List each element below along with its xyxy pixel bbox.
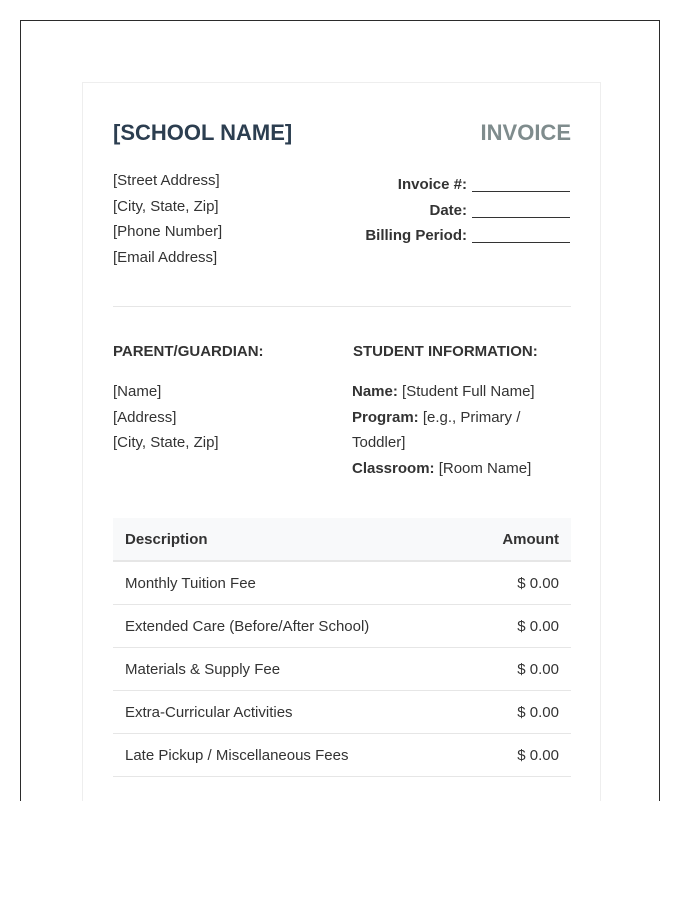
date-row: [365, 198, 570, 224]
row-amount: $ 0.00: [465, 734, 571, 777]
table-row: [113, 561, 571, 605]
invoice-number-row: [365, 172, 570, 198]
row-amount: $ 0.00: [465, 648, 571, 691]
row-amount: $ 0.00: [465, 561, 571, 605]
school-name: [SCHOOL NAME]: [113, 120, 293, 145]
parent-city-state-zip: [City, State, Zip]: [113, 434, 219, 451]
table-row: [113, 734, 571, 777]
student-name-value: [Student Full Name]: [402, 383, 535, 400]
invoice-card: [82, 82, 601, 801]
school-phone: [Phone Number]: [113, 223, 223, 240]
fee-table: [113, 518, 571, 777]
student-program-label: Program:: [352, 408, 419, 426]
student-name-row: [352, 379, 557, 405]
parent-heading: PARENT/GUARDIAN:: [113, 343, 264, 360]
invoice-number-field[interactable]: [472, 175, 570, 192]
billing-period-label: Billing Period:: [365, 227, 467, 244]
student-program-value: [e.g., Primary / Toddler]: [352, 408, 521, 451]
student-classroom-label: Classroom:: [352, 459, 435, 477]
row-description: Materials & Supply Fee: [113, 648, 465, 691]
table-row: [113, 691, 571, 734]
parent-address: [Address]: [113, 408, 177, 426]
amount-header: Amount: [465, 518, 571, 561]
student-classroom-row: [352, 456, 557, 482]
row-description: Extra-Curricular Activities: [113, 691, 465, 734]
school-street: [Street Address]: [113, 172, 220, 189]
date-label: Date:: [429, 201, 467, 219]
billing-period-field[interactable]: [472, 226, 570, 243]
page-frame: [20, 20, 660, 801]
invoice-header: [113, 119, 571, 147]
school-email: [Email Address]: [113, 248, 218, 266]
table-header-row: [113, 518, 571, 561]
row-description: Late Pickup / Miscellaneous Fees: [113, 734, 465, 777]
invoice-meta: [365, 172, 570, 249]
section-divider: [113, 306, 571, 307]
parent-name: [Name]: [113, 383, 162, 400]
parent-info: [113, 379, 313, 456]
row-amount: $ 0.00: [465, 691, 571, 734]
table-row: [113, 605, 571, 648]
student-program-row: [352, 405, 557, 456]
table-row: [113, 648, 571, 691]
student-classroom-value: [Room Name]: [438, 459, 532, 477]
student-heading: STUDENT INFORMATION:: [353, 343, 538, 360]
invoice-title: INVOICE: [480, 120, 571, 145]
invoice-number-label: Invoice #:: [397, 176, 467, 193]
student-info: [352, 379, 557, 481]
description-header: Description: [113, 518, 465, 561]
row-amount: $ 0.00: [465, 605, 571, 648]
date-field[interactable]: [472, 201, 570, 218]
school-city-state-zip: [City, State, Zip]: [113, 197, 219, 215]
row-description: Extended Care (Before/After School): [113, 605, 465, 648]
student-name-label: Name:: [352, 383, 398, 400]
billing-period-row: [365, 223, 570, 249]
row-description: Monthly Tuition Fee: [113, 561, 465, 605]
school-address: [113, 168, 222, 270]
